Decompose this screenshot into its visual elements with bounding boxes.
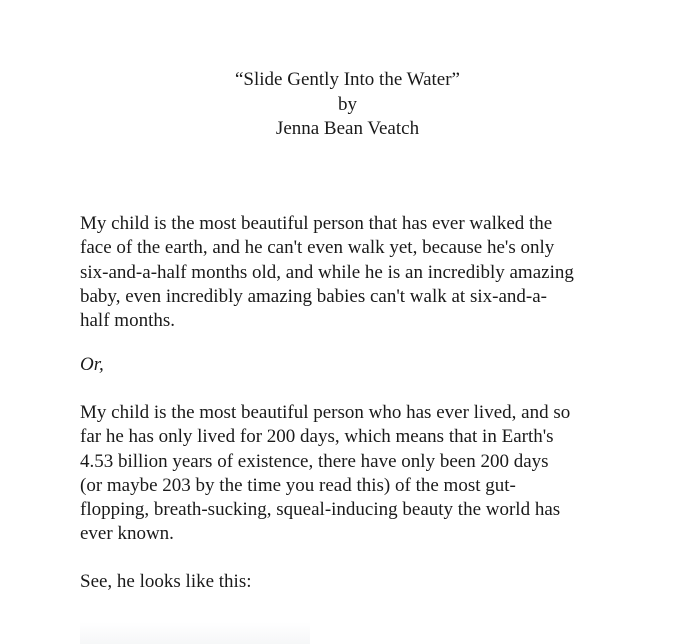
photo-edge — [80, 622, 310, 644]
byline-by: by — [338, 93, 357, 115]
paragraph-1 — [80, 212, 640, 333]
paragraph-line: My child is the most beautiful person that has ever walked the — [80, 213, 553, 234]
paragraph-line: six-and-a-half months old, and while he is an incredibly amazing — [80, 261, 574, 283]
essay-title: “Slide Gently Into the Water” — [235, 69, 460, 90]
paragraph-line: 4.53 billion years of existence, there have only been 200 days — [80, 450, 549, 472]
paragraph-line: (or maybe 203 by the time you read this) of the most gut- — [80, 474, 516, 496]
paragraph-line: half months. — [80, 310, 175, 332]
title-block — [0, 68, 695, 142]
author-name: Jenna Bean Veatch — [275, 118, 420, 139]
paragraph-line: My child is the most beautiful person who has ever lived, and so — [80, 402, 571, 423]
paragraph-3: See, he looks like this: — [80, 571, 252, 592]
paragraph-line: baby, even incredibly amazing babies can't walk at six-and-a- — [80, 285, 547, 307]
paragraph-2 — [80, 401, 640, 547]
or-line: Or, — [80, 354, 104, 375]
paragraph-line: face of the earth, and he can't even walk yet, because he's only — [80, 237, 555, 259]
paragraph-line: ever known. — [80, 523, 174, 545]
paragraph-line: far he has only lived for 200 days, which means that in Earth's — [80, 426, 554, 448]
paragraph-line: flopping, breath-sucking, squeal-inducing beauty the world has — [80, 499, 561, 521]
